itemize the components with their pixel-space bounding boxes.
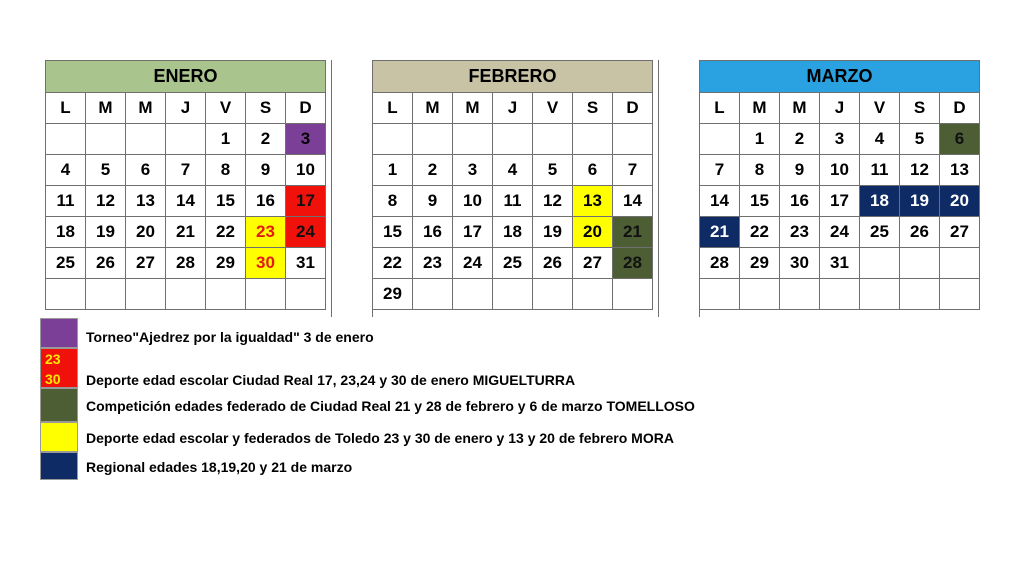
day-cell: 29: [740, 248, 780, 279]
day-cell: 14: [613, 186, 653, 217]
legend-swatch: [40, 348, 78, 388]
day-cell: 9: [246, 155, 286, 186]
day-cell: 15: [206, 186, 246, 217]
day-cell: 19: [533, 217, 573, 248]
day-cell: 13: [573, 186, 613, 217]
day-cell: 5: [86, 155, 126, 186]
day-cell: 4: [860, 124, 900, 155]
legend-text: Deporte edad escolar y federados de Toledo 23 y 30 de enero y 13 y 20 de febrero MORA: [86, 430, 674, 446]
empty-day-cell: [246, 279, 286, 310]
empty-day-cell: [46, 124, 86, 155]
empty-day-cell: [900, 279, 940, 310]
calendar-enero: [45, 60, 326, 310]
column-separator: [658, 60, 700, 317]
day-cell: 7: [613, 155, 653, 186]
weekday-label: J: [166, 93, 206, 124]
day-cell: 24: [286, 217, 326, 248]
day-cell: 7: [700, 155, 740, 186]
weekday-label: L: [373, 93, 413, 124]
calendar-marzo: [699, 60, 980, 310]
weekday-label: J: [820, 93, 860, 124]
empty-day-cell: [453, 124, 493, 155]
day-cell: 6: [126, 155, 166, 186]
day-cell: 14: [700, 186, 740, 217]
day-cell: 1: [373, 155, 413, 186]
weekday-label: V: [206, 93, 246, 124]
day-cell: 17: [286, 186, 326, 217]
empty-day-cell: [533, 124, 573, 155]
legend-swatch-number: 30: [45, 371, 61, 387]
day-cell: 14: [166, 186, 206, 217]
day-cell: 22: [206, 217, 246, 248]
weekday-label: M: [453, 93, 493, 124]
day-cell: 1: [206, 124, 246, 155]
day-cell: 24: [453, 248, 493, 279]
day-cell: 12: [900, 155, 940, 186]
weekday-label: V: [533, 93, 573, 124]
day-cell: 25: [860, 217, 900, 248]
empty-day-cell: [700, 279, 740, 310]
day-cell: 6: [940, 124, 980, 155]
empty-day-cell: [373, 124, 413, 155]
empty-day-cell: [820, 279, 860, 310]
legend-swatch: [40, 318, 78, 348]
weekday-label: D: [286, 93, 326, 124]
day-cell: 18: [493, 217, 533, 248]
empty-day-cell: [900, 248, 940, 279]
weekday-label: M: [413, 93, 453, 124]
day-cell: 9: [413, 186, 453, 217]
month-header: MARZO: [700, 61, 980, 93]
empty-day-cell: [613, 124, 653, 155]
calendar-febrero: [372, 60, 653, 310]
empty-day-cell: [533, 279, 573, 310]
weekday-label: S: [900, 93, 940, 124]
day-cell: 26: [86, 248, 126, 279]
empty-day-cell: [86, 124, 126, 155]
day-cell: 29: [373, 279, 413, 310]
day-cell: 15: [373, 217, 413, 248]
day-cell: 23: [246, 217, 286, 248]
day-cell: 19: [86, 217, 126, 248]
day-cell: 25: [46, 248, 86, 279]
day-cell: 8: [740, 155, 780, 186]
empty-day-cell: [940, 248, 980, 279]
empty-day-cell: [86, 279, 126, 310]
weekday-label: M: [86, 93, 126, 124]
empty-day-cell: [573, 279, 613, 310]
day-cell: 2: [780, 124, 820, 155]
empty-day-cell: [613, 279, 653, 310]
empty-day-cell: [700, 124, 740, 155]
day-cell: 27: [940, 217, 980, 248]
empty-day-cell: [126, 124, 166, 155]
day-cell: 1: [740, 124, 780, 155]
empty-day-cell: [940, 279, 980, 310]
empty-day-cell: [166, 279, 206, 310]
legend-text: Deporte edad escolar Ciudad Real 17, 23,24 y 30 de enero MIGUELTURRA: [86, 372, 576, 388]
weekday-label: S: [246, 93, 286, 124]
weekday-label: D: [940, 93, 980, 124]
legend-swatch-number: 23: [45, 351, 61, 367]
legend-text: Competición edades federado de Ciudad Real 21 y 28 de febrero y 6 de marzo TOMELLOSO: [86, 398, 695, 414]
empty-day-cell: [740, 279, 780, 310]
day-cell: 21: [166, 217, 206, 248]
empty-day-cell: [573, 124, 613, 155]
empty-day-cell: [860, 279, 900, 310]
day-cell: 28: [700, 248, 740, 279]
weekday-label: L: [46, 93, 86, 124]
legend-item-olive: [40, 388, 695, 422]
day-cell: 3: [820, 124, 860, 155]
day-cell: 20: [940, 186, 980, 217]
weekday-label: D: [613, 93, 653, 124]
day-cell: 4: [493, 155, 533, 186]
day-cell: 17: [453, 217, 493, 248]
month-header: FEBRERO: [373, 61, 653, 93]
day-cell: 5: [900, 124, 940, 155]
day-cell: 10: [820, 155, 860, 186]
day-cell: 13: [126, 186, 166, 217]
day-cell: 11: [860, 155, 900, 186]
empty-day-cell: [286, 279, 326, 310]
empty-day-cell: [206, 279, 246, 310]
day-cell: 27: [573, 248, 613, 279]
day-cell: 31: [820, 248, 860, 279]
column-separator: [331, 60, 373, 317]
weekday-label: J: [493, 93, 533, 124]
weekday-label: M: [740, 93, 780, 124]
day-cell: 31: [286, 248, 326, 279]
day-cell: 20: [126, 217, 166, 248]
empty-day-cell: [126, 279, 166, 310]
day-cell: 18: [860, 186, 900, 217]
legend-text: Regional edades 18,19,20 y 21 de marzo: [86, 459, 353, 475]
day-cell: 6: [573, 155, 613, 186]
empty-day-cell: [413, 279, 453, 310]
empty-day-cell: [493, 124, 533, 155]
day-cell: 10: [453, 186, 493, 217]
day-cell: 15: [740, 186, 780, 217]
day-cell: 5: [533, 155, 573, 186]
legend-item-yellow: [40, 422, 674, 452]
day-cell: 21: [700, 217, 740, 248]
day-cell: 11: [493, 186, 533, 217]
legend-item-purple: [40, 318, 374, 348]
day-cell: 18: [46, 217, 86, 248]
day-cell: 17: [820, 186, 860, 217]
empty-day-cell: [453, 279, 493, 310]
day-cell: 28: [613, 248, 653, 279]
day-cell: 8: [206, 155, 246, 186]
day-cell: 9: [780, 155, 820, 186]
empty-day-cell: [413, 124, 453, 155]
legend-item-red: [40, 348, 576, 388]
empty-day-cell: [780, 279, 820, 310]
day-cell: 13: [940, 155, 980, 186]
day-cell: 2: [413, 155, 453, 186]
day-cell: 28: [166, 248, 206, 279]
weekday-label: V: [860, 93, 900, 124]
day-cell: 20: [573, 217, 613, 248]
day-cell: 8: [373, 186, 413, 217]
day-cell: 16: [780, 186, 820, 217]
empty-day-cell: [166, 124, 206, 155]
day-cell: 19: [900, 186, 940, 217]
weekday-label: L: [700, 93, 740, 124]
weekday-label: S: [573, 93, 613, 124]
day-cell: 22: [740, 217, 780, 248]
day-cell: 23: [413, 248, 453, 279]
day-cell: 3: [453, 155, 493, 186]
day-cell: 30: [246, 248, 286, 279]
legend-item-navy: [40, 452, 353, 480]
legend-text: Torneo"Ajedrez por la igualdad" 3 de enero: [86, 329, 374, 345]
day-cell: 16: [413, 217, 453, 248]
day-cell: 12: [533, 186, 573, 217]
day-cell: 10: [286, 155, 326, 186]
day-cell: 11: [46, 186, 86, 217]
empty-day-cell: [860, 248, 900, 279]
day-cell: 23: [780, 217, 820, 248]
legend-swatch: [40, 422, 78, 452]
legend-swatch: [40, 388, 78, 422]
empty-day-cell: [493, 279, 533, 310]
legend-swatch: [40, 452, 78, 480]
day-cell: 29: [206, 248, 246, 279]
day-cell: 24: [820, 217, 860, 248]
day-cell: 26: [533, 248, 573, 279]
day-cell: 2: [246, 124, 286, 155]
empty-day-cell: [46, 279, 86, 310]
month-header: ENERO: [46, 61, 326, 93]
day-cell: 16: [246, 186, 286, 217]
day-cell: 7: [166, 155, 206, 186]
weekday-label: M: [126, 93, 166, 124]
day-cell: 4: [46, 155, 86, 186]
day-cell: 21: [613, 217, 653, 248]
day-cell: 27: [126, 248, 166, 279]
day-cell: 3: [286, 124, 326, 155]
weekday-label: M: [780, 93, 820, 124]
day-cell: 26: [900, 217, 940, 248]
day-cell: 30: [780, 248, 820, 279]
day-cell: 25: [493, 248, 533, 279]
day-cell: 22: [373, 248, 413, 279]
day-cell: 12: [86, 186, 126, 217]
